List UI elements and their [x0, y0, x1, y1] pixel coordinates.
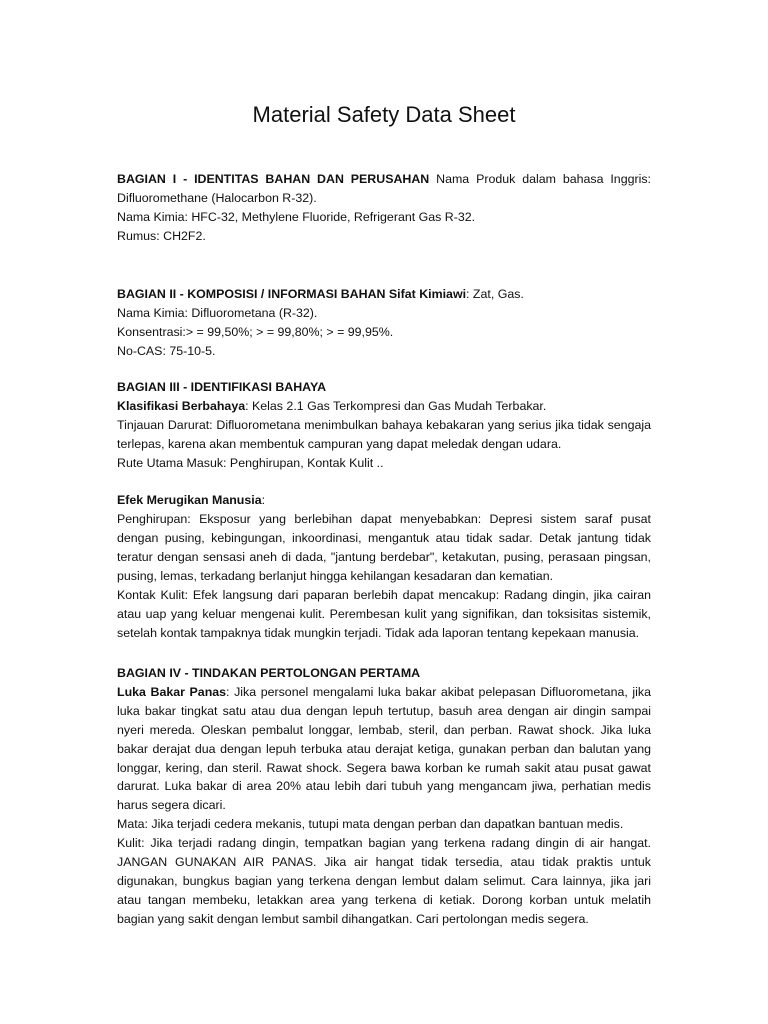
burns-label: Luka Bakar Panas [117, 684, 227, 699]
section-3-classification [117, 397, 651, 416]
classification-label: Klasifikasi Berbahaya [117, 398, 246, 413]
section-2 [117, 285, 651, 361]
section-4 [117, 664, 651, 929]
section-1-heading: BAGIAN I - IDENTITAS BAHAN DAN PERUSAHAN [117, 172, 430, 186]
section-2-concentration: Konsentrasi:> = 99,50%; > = 99,80%; > = 99,95%. [117, 324, 394, 339]
section-4-skin: Kulit: Jika terjadi radang dingin, tempatkan bagian yang terkena radang dingin di air hangat. JANGAN GUNAKAN AIR PANAS. Jika air hangat tidak tersedia, atau tidak praktis untuk digunakan, bungkus bagian yang terkena dengan lembut dalam selimut. Cara lainnya, jika jari atau tangan membeku, letakkan area yang terkena di ketiak. Dorong korban untuk melatih bagian yang sakit dengan lembut sambil dihangatkan. Cari pertolongan medis segera. [117, 836, 651, 926]
section-1-chemical-name: Nama Kimia: HFC-32, Methylene Fluoride, Refrigerant Gas R-32. [117, 209, 476, 224]
section-2-paragraph [117, 285, 651, 304]
section-4-burns [117, 683, 651, 815]
section-1-formula: Rumus: CH2F2. [117, 228, 206, 243]
section-3-emergency-overview: Tinjauan Darurat: Difluorometana menimbulkan bahaya kebakaran yang serius jika tidak sengaja terlepas, karena akan membentuk campuran yang dapat meledak dengan udara. [117, 417, 651, 451]
section-2-heading: BAGIAN II - KOMPOSISI / INFORMASI BAHAN Sifat Kimiawi [117, 287, 467, 301]
burns-text: : Jika personel mengalami luka bakar akibat pelepasan Difluorometana, jika luka bakar tingkat satu atau dua dengan lepuh tertutup, basuh area dengan air dingin sampai nyeri mereda. Oleskan pembalut longgar, lembab, steril, dan perban. Rawat shock. Jika luka bakar derajat dua dengan lepuh terbuka atau derajat ketiga, gunakan perban dan balutan yang longgar, kering, dan steril. Rawat shock. Segera bawa korban ke rumah sakit atau pusat gawat darurat. Luka bakar di area 20% atau lebih dari tubuh yang mengancam jiwa, perhatian medis harus segera dicari. [117, 684, 651, 813]
section-3-effects [117, 491, 651, 510]
section-3-heading: BAGIAN III - IDENTIFIKASI BAHAYA [117, 380, 327, 394]
section-3-skin-contact: Kontak Kulit: Efek langsung dari paparan berlebih dapat mencakup: Radang dingin, jika cairan atau uap yang keluar mengenai kulit. Perembesan kulit yang signifikan, dan toksisitas sistemik, setelah kontak tampaknya tidak mungkin terjadi. Tidak ada laporan tentang kepekaan manusia. [117, 587, 651, 640]
section-3-inhalation: Penghirupan: Eksposur yang berlebihan dapat menyebabkan: Depresi sistem saraf pusat dengan pusing, kebingungan, inkoordinasi, mengantuk atau tidak sadar. Detak jantung tidak teratur dengan sensasi aneh di dada, "jantung berdebar", ketakutan, pusing, perasaan pingsan, pusing, lemas, terkadang berlanjut hingga kehilangan kesadaran dan kematian. [117, 512, 651, 584]
effects-colon: : [261, 493, 266, 508]
section-2-properties: : Zat, Gas. [466, 287, 524, 301]
section-3-routes: Rute Utama Masuk: Penghirupan, Kontak Kulit .. [117, 455, 384, 470]
section-3 [117, 378, 651, 643]
section-1-paragraph [117, 170, 651, 208]
section-2-cas-number: No-CAS: 75-10-5. [117, 343, 216, 358]
page-title: Material Safety Data Sheet [252, 102, 516, 127]
section-1-product-name: Nama Produk dalam bahasa Inggris: Difluoromethane (Halocarbon R-32). [117, 172, 652, 205]
classification-value: : Kelas 2.1 Gas Terkompresi dan Gas Mudah Terbakar. [245, 398, 547, 413]
section-2-chemical-name: Nama Kimia: Difluorometana (R-32). [117, 305, 318, 320]
section-4-heading: BAGIAN IV - TINDAKAN PERTOLONGAN PERTAMA [117, 666, 421, 680]
section-1 [117, 170, 651, 246]
section-4-eyes: Mata: Jika terjadi cedera mekanis, tutupi mata dengan perban dan dapatkan bantuan medis. [117, 817, 624, 832]
effects-label: Efek Merugikan Manusia [117, 493, 262, 508]
spacer [117, 473, 651, 492]
